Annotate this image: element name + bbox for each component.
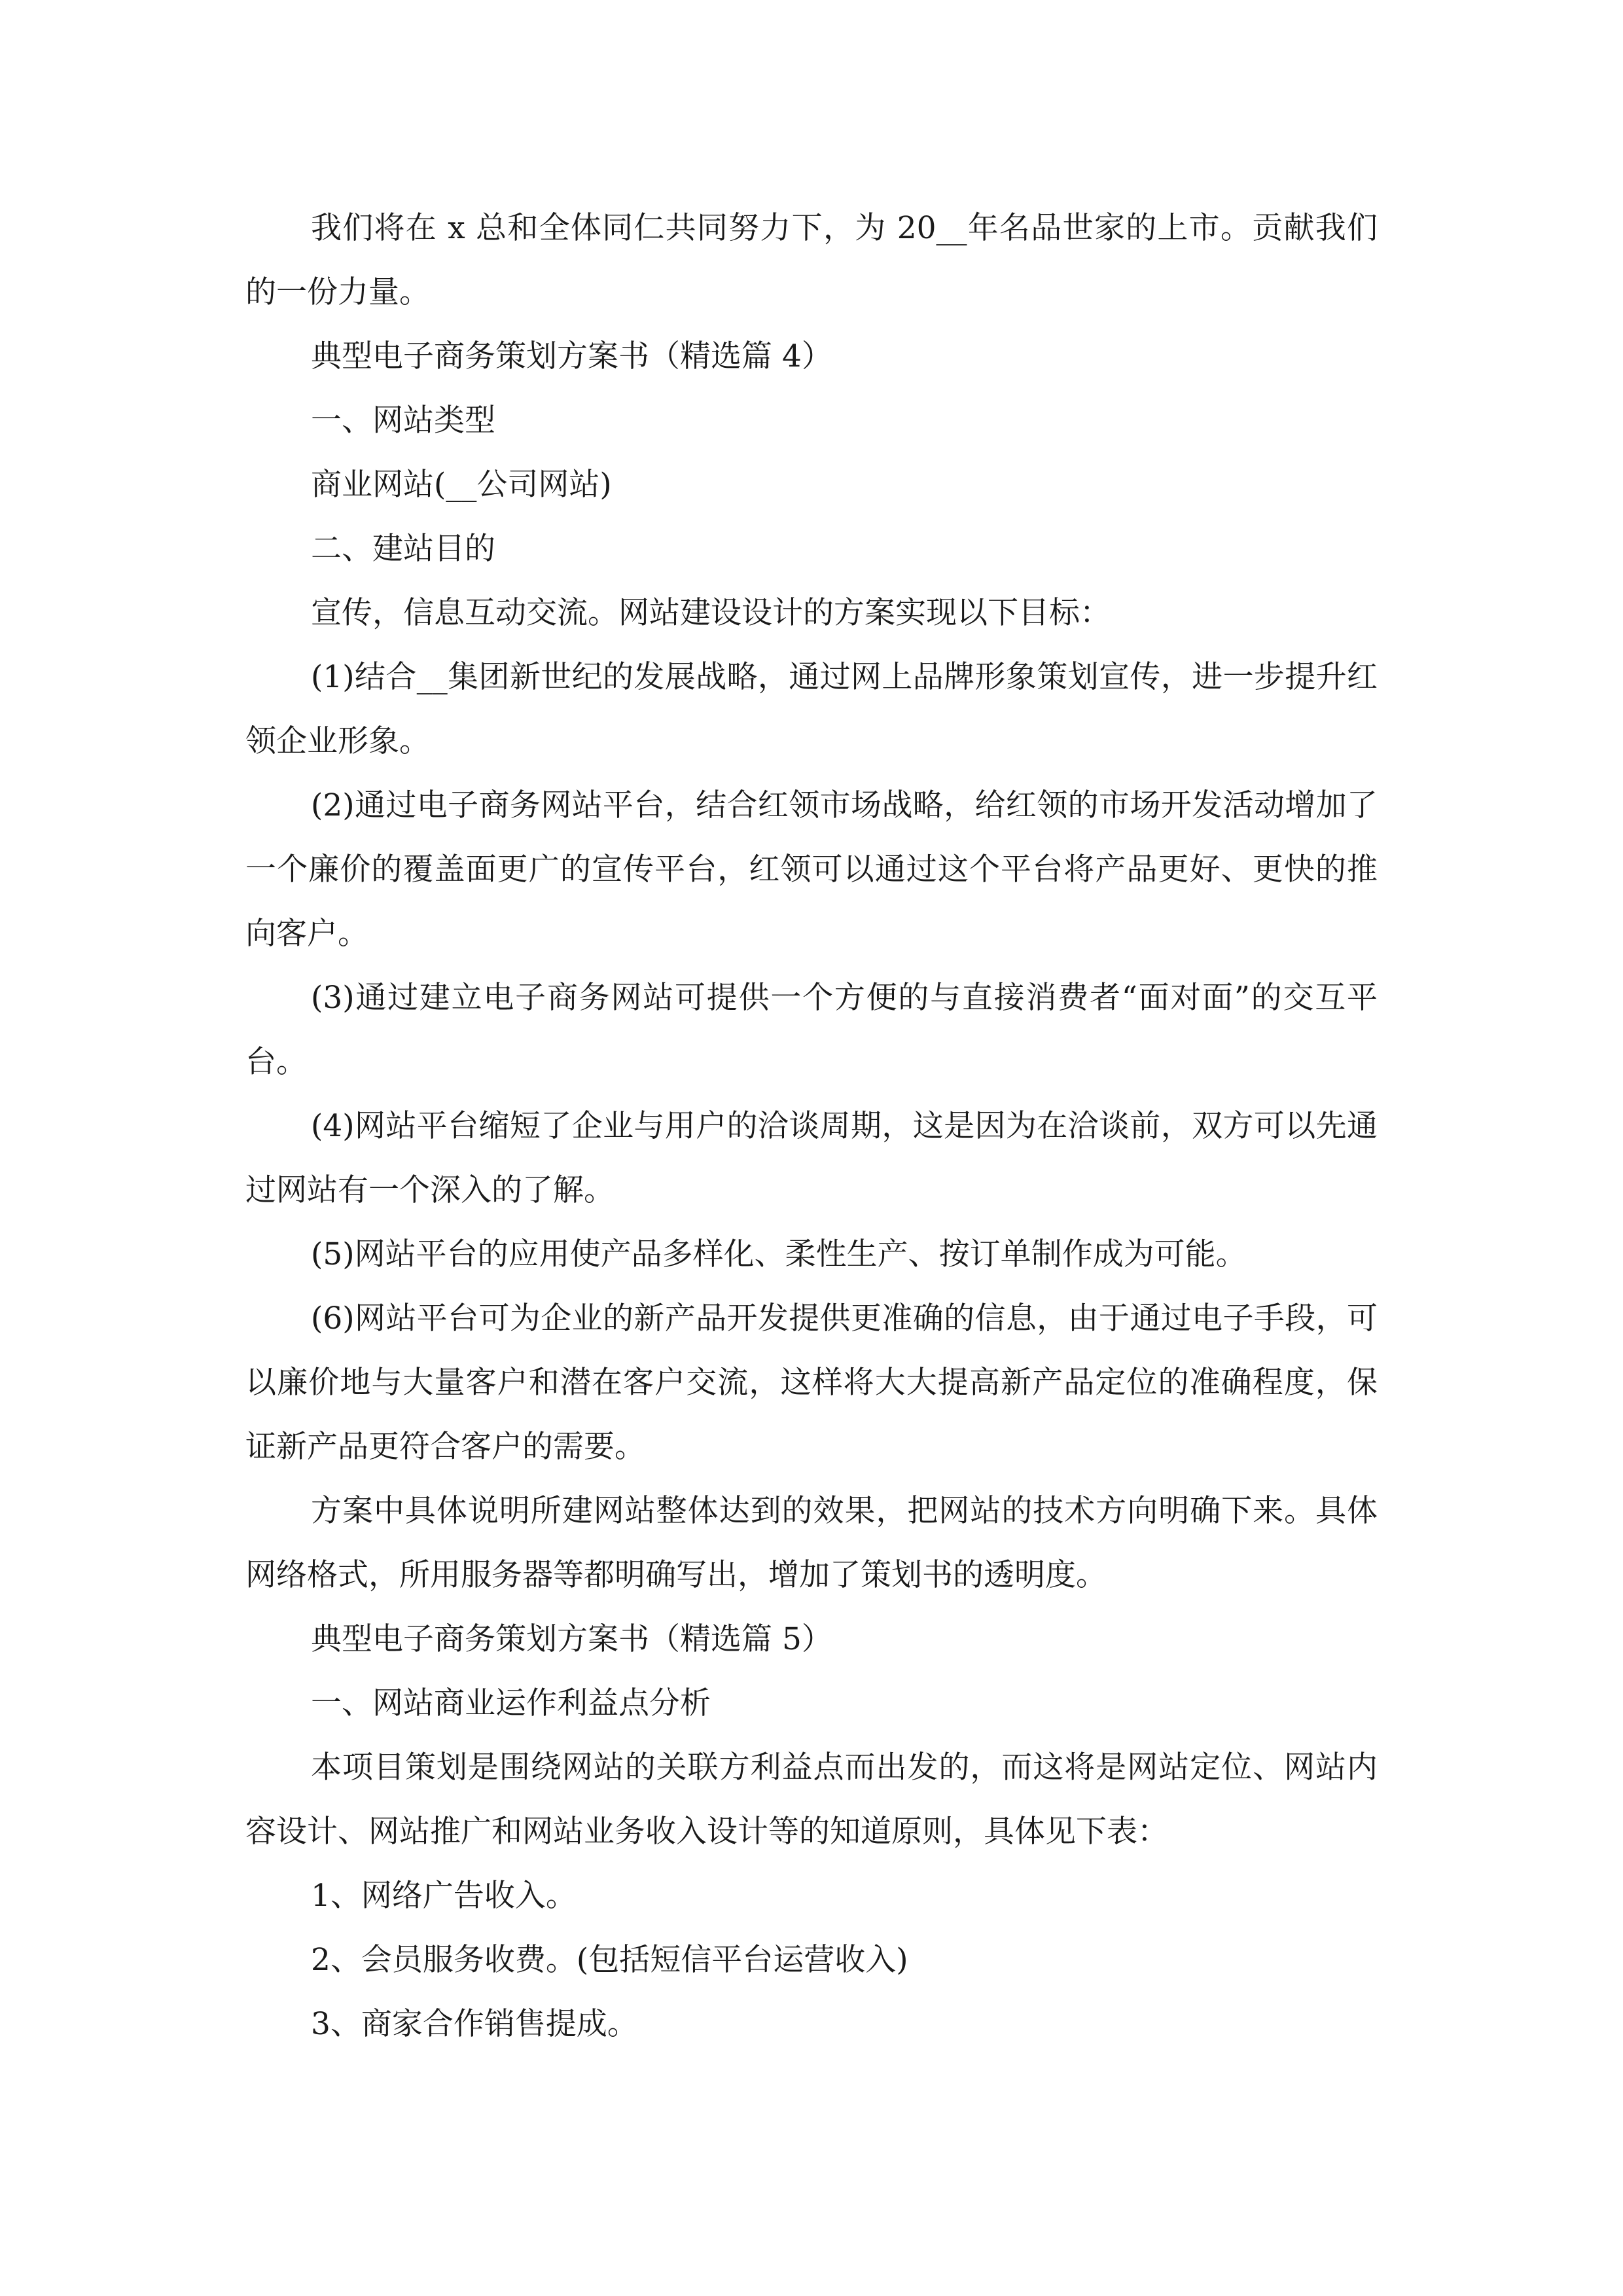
list-item-goal-5: (5)网站平台的应用使产品多样化、柔性生产、按订单制作成为可能。 <box>311 1236 1247 1272</box>
document-body <box>245 196 1378 2056</box>
heading-website-type: 一、网站类型 <box>311 403 495 439</box>
list-item-goal-1: (1)结合__集团新世纪的发展战略，通过网上品牌形象策划宣传，进一步提升红领企业形象。 <box>245 659 1378 759</box>
paragraph-closing-statement: 我们将在 x 总和全体同仁共同努力下，为 20__年名品世家的上市。贡献我们的一份力量。 <box>245 210 1378 310</box>
paragraph-website-type: 商业网站(__公司网站) <box>311 467 612 503</box>
list-item-revenue-3: 3、商家合作销售提成。 <box>311 2006 638 2042</box>
list-item-goal-4: (4)网站平台缩短了企业与用户的洽谈周期，这是因为在洽谈前，双方可以先通过网站有一个深入的了解。 <box>245 1108 1378 1208</box>
section-title-part-5: 典型电子商务策划方案书（精选篇 5） <box>311 1621 832 1657</box>
paragraph-plan-summary: 方案中具体说明所建网站整体达到的效果，把网站的技术方向明确下来。具体网络格式，所用服务器等都明确写出，增加了策划书的透明度。 <box>245 1493 1378 1593</box>
heading-site-purpose: 二、建站目的 <box>311 531 495 567</box>
list-item-goal-2: (2)通过电子商务网站平台，结合红领市场战略，给红领的市场开发活动增加了一个廉价的覆盖面更广的宣传平台，红领可以通过这个平台将产品更好、更快的推向客户。 <box>245 787 1378 952</box>
list-item-goal-6: (6)网站平台可为企业的新产品开发提供更准确的信息，由于通过电子手段，可以廉价地与大量客户和潜在客户交流，这样将大大提高新产品定位的准确程度，保证新产品更符合客户的需要。 <box>245 1300 1378 1465</box>
list-item-revenue-1: 1、网络广告收入。 <box>311 1878 577 1914</box>
heading-business-analysis: 一、网站商业运作利益点分析 <box>311 1685 711 1721</box>
list-item-goal-3: (3)通过建立电子商务网站可提供一个方便的与直接消费者“面对面”的交互平台。 <box>245 980 1378 1080</box>
section-title-part-4: 典型电子商务策划方案书（精选篇 4） <box>311 338 832 374</box>
paragraph-site-purpose: 宣传，信息互动交流。网站建设设计的方案实现以下目标： <box>311 595 1111 631</box>
list-item-revenue-2: 2、会员服务收费。(包括短信平台运营收入) <box>311 1942 908 1978</box>
paragraph-business-analysis: 本项目策划是围绕网站的关联方利益点而出发的，而这将是网站定位、网站内容设计、网站推广和网站业务收入设计等的知道原则，具体见下表： <box>245 1749 1378 1850</box>
